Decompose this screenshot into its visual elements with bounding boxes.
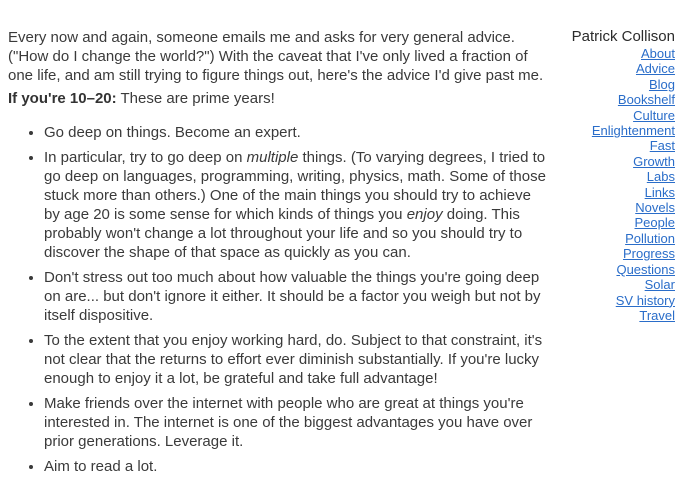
sidebar-link-enlightenment[interactable]: Enlightenment — [591, 123, 675, 139]
section-heading-age-range: If you're 10–20: — [8, 90, 117, 107]
sidebar-link-about[interactable]: About — [641, 46, 675, 61]
sidebar-link-novels[interactable]: Novels — [635, 200, 675, 216]
sidebar-link-progress[interactable]: Progress — [622, 246, 675, 262]
sidebar-link-advice[interactable]: Advice — [635, 61, 675, 77]
sidebar-link-growth[interactable]: Growth — [633, 153, 675, 169]
intro-paragraph: Every now and again, someone emails me and asks for very general advice. ("How do I change the world?") With the caveat that I've only lived a fraction of one life, and am still trying to figure things out, here's the advice I'd give past me. — [8, 29, 544, 84]
sidebar-link-sv-history[interactable]: SV history — [615, 292, 675, 308]
site-title: Patrick Collison — [571, 28, 675, 45]
advice-item-go-deep — [44, 123, 548, 142]
advice-item-emphasis: enjoy — [406, 206, 443, 223]
sidebar-link-links[interactable]: Links — [644, 184, 675, 200]
sidebar-link-blog[interactable]: Blog — [648, 76, 675, 92]
advice-item-work-hard — [44, 331, 548, 388]
advice-item-text: Make friends over the internet with people who are great at things you're interested in. The internet is one of the biggest advantages you have over prior generations. Leverage it. — [44, 395, 533, 450]
sidebar-link-fast[interactable]: Fast — [649, 138, 675, 154]
advice-item-dont-stress — [44, 268, 548, 325]
advice-item-text: Don't stress out too much about how valuable the things you're going deep on are... but don't ignore it either. It should be a factor you weigh but not by itself dispositive. — [44, 269, 541, 324]
advice-item-read-a-lot — [44, 457, 548, 476]
sidebar-nav — [548, 46, 675, 323]
advice-item-internet-friends — [44, 394, 548, 451]
sidebar-link-solar[interactable]: Solar — [644, 277, 675, 293]
advice-list — [8, 123, 548, 476]
sidebar-link-bookshelf[interactable]: Bookshelf — [617, 92, 675, 108]
advice-item-text: In particular, try to go deep on — [44, 149, 247, 166]
section-heading — [8, 89, 548, 108]
advice-item-emphasis: multiple — [246, 149, 299, 166]
advice-item-text: Aim to read a lot. — [44, 458, 158, 475]
sidebar-link-labs[interactable]: Labs — [646, 169, 675, 185]
sidebar-link-people[interactable]: People — [634, 215, 675, 231]
sidebar-link-travel[interactable]: Travel — [639, 307, 675, 323]
advice-item-multiple-things — [44, 148, 548, 262]
advice-item-text: To the extent that you enjoy working hard, do. Subject to that constraint, it's not clear that the returns to effort ever diminish substantially. If you're lucky enough to enjoy it a lot, be grateful and take full advantage! — [44, 332, 543, 387]
advice-item-text: doing. This probably won't change a lot throughout your life and so you should try to discover the shape of that space as quickly as you can. — [44, 206, 523, 261]
sidebar-link-questions[interactable]: Questions — [616, 261, 675, 277]
sidebar-link-culture[interactable]: Culture — [633, 107, 675, 123]
section-heading-tagline: These are prime years! — [116, 90, 275, 107]
advice-item-text: things. (To varying degrees, I tried to go deep on languages, programming, writing, physics, math. Some of those stuck more than others.) One of the main things you should try to achieve by age 20 is some sense for which kinds of things you — [44, 149, 546, 223]
advice-item-text: Go deep on things. Become an expert. — [44, 124, 301, 141]
sidebar-link-pollution[interactable]: Pollution — [625, 230, 675, 246]
sidebar — [548, 0, 692, 485]
